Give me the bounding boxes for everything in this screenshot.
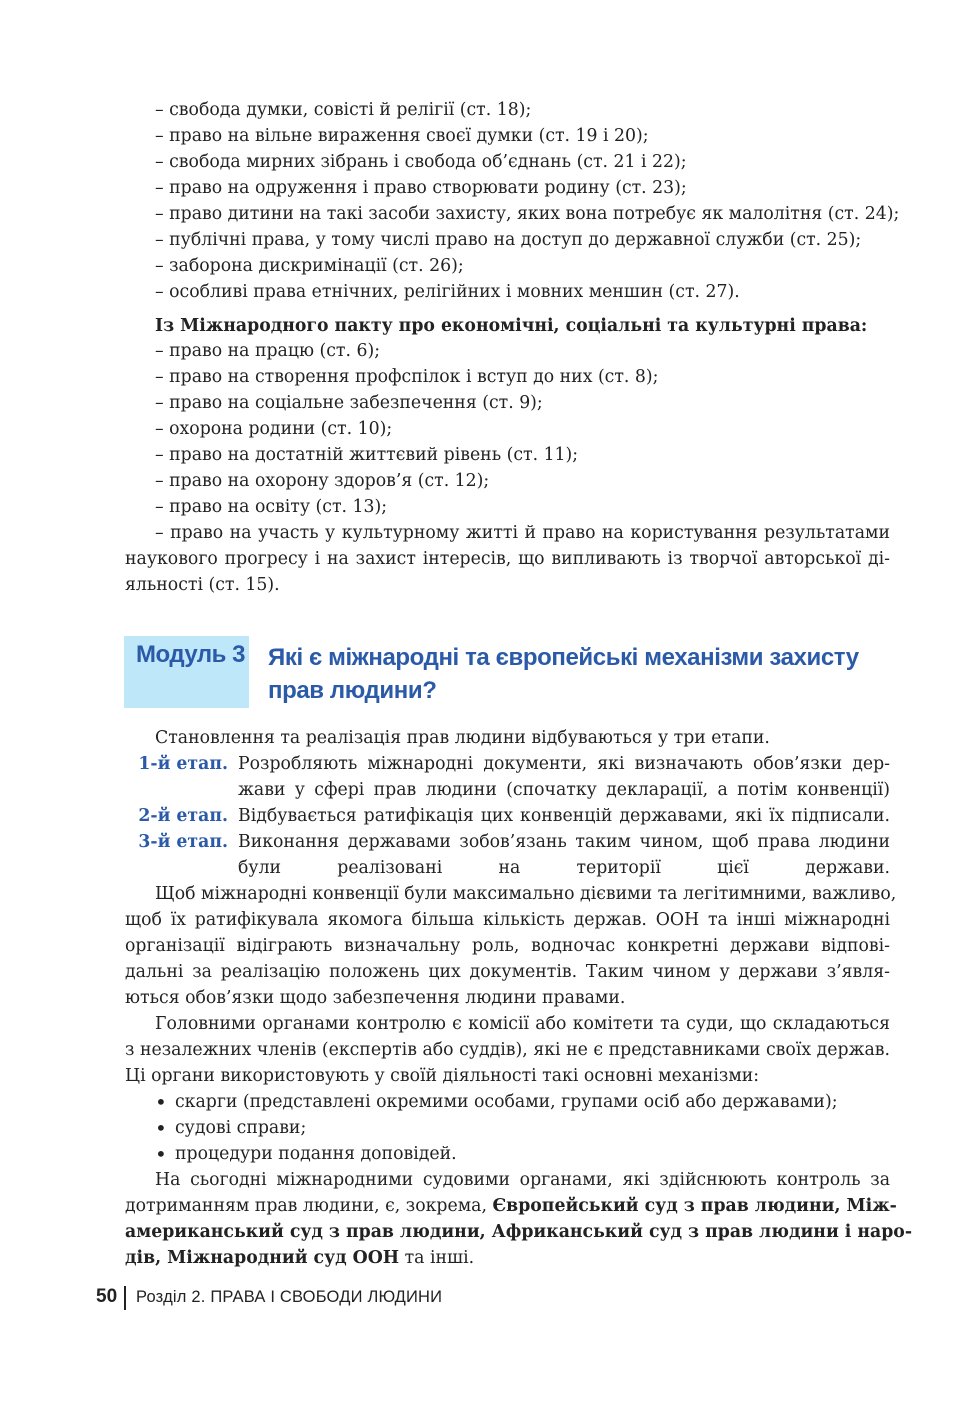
courts-names: Європейський суд з прав людини, Між- <box>492 1196 897 1216</box>
list-item: – право на вільне вираження своєї думки (ст. 19 і 20); <box>155 126 649 146</box>
list-item: – свобода мирних зібрань і свобода об’єднань (ст. 21 і 22); <box>155 152 687 172</box>
stage-label: 2-й етап. <box>138 806 228 826</box>
paragraph-line <box>125 1193 897 1219</box>
paragraph-line: з незалежних членів (експертів або суддів), які не є представниками своїх держав. <box>125 1040 890 1060</box>
paragraph-line: ються обов’язки щодо забезпечення людини правами. <box>125 988 626 1008</box>
culture-item-line: яльності (ст. 15). <box>125 575 280 595</box>
list-item: – право на соціальне забезпечення (ст. 9); <box>155 393 543 413</box>
culture-item-line: – право на участь у культурному житті й право на користування результатами <box>155 523 890 543</box>
stage-text: Відбувається ратифікація цих конвенцій державами, які їх підписали. <box>238 806 890 826</box>
page-number: 50 <box>96 1286 118 1307</box>
courts-names: американський суд з прав людини, Африканський суд з прав людини і наро- <box>125 1222 912 1242</box>
list-item: – особливі права етнічних, релігійних і мовних меншин (ст. 27). <box>155 282 740 302</box>
mechanism-item: судові справи; <box>175 1118 307 1138</box>
paragraph-line: дальні за реалізацію положень цих документів. Таким чином у держави з’явля- <box>125 962 890 982</box>
stage-text: Розробляють міжнародні документи, які визначають обов’язки дер- <box>238 754 890 774</box>
module-title: Які є міжнародні та європейські механізми захисту прав людини? <box>268 644 859 704</box>
list-item: – право на охорону здоров’я (ст. 12); <box>155 471 490 491</box>
stages-intro: Становлення та реалізація прав людини відбуваються у три етапи. <box>155 728 770 748</box>
footer-section-title: Розділ 2. ПРАВА І СВОБОДИ ЛЮДИНИ <box>136 1288 443 1306</box>
bullet-icon: • <box>155 1142 167 1166</box>
paragraph-line: Головними органами контролю є комісії або комітети та суди, що складаються <box>155 1014 890 1034</box>
module-label: Модуль 3 <box>136 641 245 668</box>
paragraph-line <box>125 1245 890 1271</box>
paragraph-line: організації відіграють визначальну роль, водночас конкретні держави відпові- <box>125 936 890 956</box>
list-item: – право дитини на такі засоби захисту, яких вона потребує як малолітня (ст. 24); <box>155 204 900 224</box>
list-item: – право на освіту (ст. 13); <box>155 497 388 517</box>
stage-text: були реалізовані на території цієї держави. <box>238 858 890 878</box>
mechanism-item: скарги (представлені окремими особами, групами осіб або державами); <box>175 1092 838 1112</box>
paragraph-line: щоб їх ратифікувала якомога більша кількість держав. ООН та інші міжнародні <box>125 910 890 930</box>
paragraph-line: Щоб міжнародні конвенції були максимально дієвими та легітимними, важливо, <box>155 884 897 904</box>
paragraph-line: На сьогодні міжнародними судовими органами, які здійснюють контроль за <box>155 1170 890 1190</box>
bullet-icon: • <box>155 1090 167 1114</box>
stage-text: Виконання державами зобов’язань таким чином, щоб права людини <box>238 832 890 852</box>
courts-plain-text: та інші. <box>399 1248 475 1268</box>
culture-item-line: наукового прогресу і на захист інтересів, що випливають із творчої авторської ді- <box>125 549 890 569</box>
stage-label: 3-й етап. <box>138 832 228 852</box>
list-item: – право на одруження і право створювати родину (ст. 23); <box>155 178 687 198</box>
list-item: – заборона дискримінації (ст. 26); <box>155 256 464 276</box>
list-item: – охорона родини (ст. 10); <box>155 419 393 439</box>
list-item: – право на працю (ст. 6); <box>155 341 381 361</box>
list-item: – публічні права, у тому числі право на доступ до державної служби (ст. 25); <box>155 230 862 250</box>
bullet-icon: • <box>155 1116 167 1140</box>
courts-names: дів, Міжнародний суд ООН <box>125 1248 400 1268</box>
footer-divider <box>124 1286 126 1310</box>
mechanism-item: процедури подання доповідей. <box>175 1144 457 1164</box>
list-item: – право на створення профспілок і вступ до них (ст. 8); <box>155 367 659 387</box>
stage-text: жави у сфері прав людини (спочатку декларації, а потім конвенції) <box>238 780 890 800</box>
list-item: – право на достатній життєвий рівень (ст. 11); <box>155 445 579 465</box>
courts-plain-text: дотриманням прав людини, є, зокрема, <box>125 1196 493 1216</box>
economic-rights-heading: Із Міжнародного пакту про економічні, соціальні та культурні права: <box>155 316 868 336</box>
list-item: – свобода думки, совісті й релігії (ст. 18); <box>155 100 532 120</box>
paragraph-line: Ці органи використовують у своїй діяльності такі основні механізми: <box>125 1066 760 1086</box>
stage-label: 1-й етап. <box>138 754 228 774</box>
